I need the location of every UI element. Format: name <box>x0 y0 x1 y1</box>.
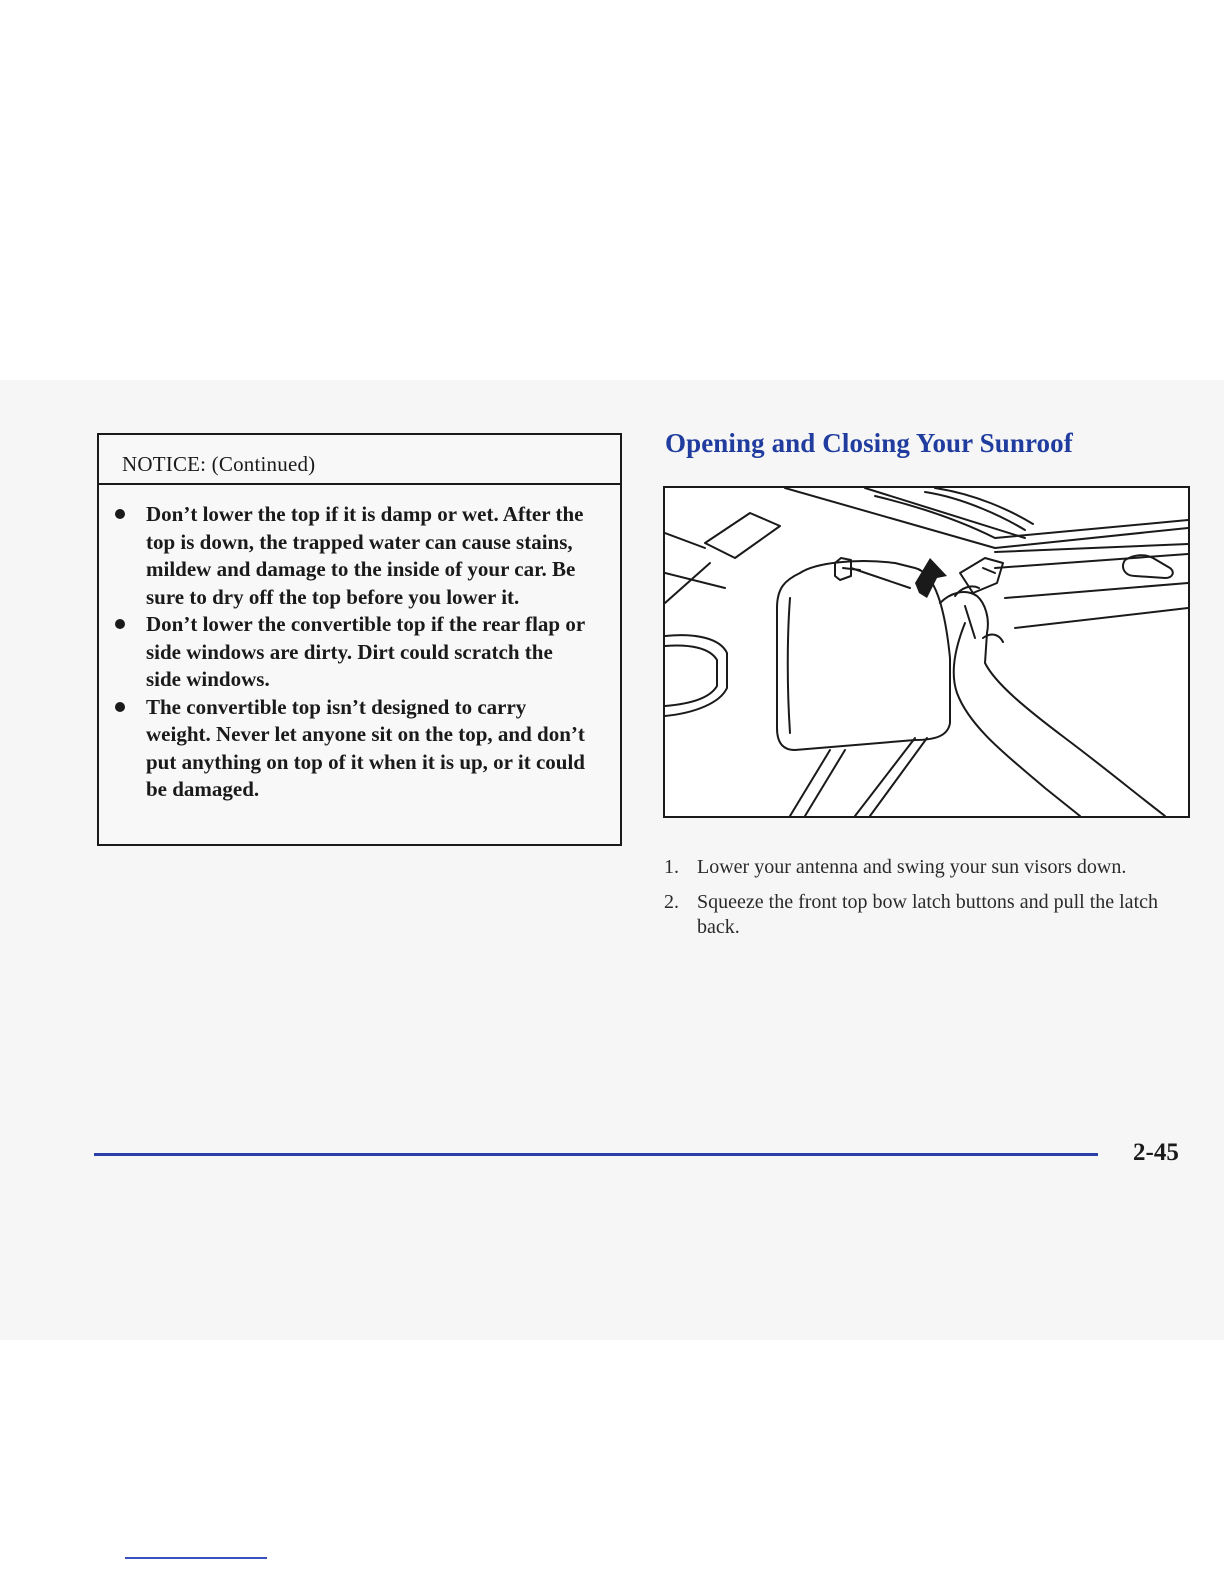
illustration-svg <box>665 488 1188 816</box>
bullet-icon <box>115 509 125 519</box>
page-number: 2-45 <box>1133 1139 1179 1166</box>
notice-header: NOTICE: (Continued) <box>99 435 620 485</box>
notice-item-text: Don’t lower the convertible top if the rear flap or side windows are dirty. Dirt could scratch the side windows. <box>146 612 585 691</box>
notice-box <box>97 433 622 846</box>
step-text: Squeeze the front top bow latch buttons and pull the latch back. <box>697 891 1158 938</box>
step-text: Lower your antenna and swing your sun visors down. <box>697 856 1127 878</box>
bottom-link-rule <box>125 1557 267 1559</box>
step-number: 1. <box>664 856 679 878</box>
step-number: 2. <box>664 891 679 913</box>
footer-rule <box>94 1153 1098 1156</box>
sunroof-latch-illustration <box>663 486 1190 818</box>
notice-item <box>99 611 620 694</box>
notice-item-text: The convertible top isn’t designed to carry weight. Never let anyone sit on the top, and don’t put anything on top of it when it is up, or it could be damaged. <box>146 694 585 801</box>
notice-item <box>99 501 620 611</box>
step-item <box>664 890 1184 940</box>
step-item <box>664 855 1184 880</box>
bullet-icon <box>115 702 125 712</box>
instruction-steps <box>664 855 1184 950</box>
notice-list <box>99 485 620 804</box>
notice-item-text: Don’t lower the top if it is damp or wet. After the top is down, the trapped water can cause stains, mildew and damage to the inside of your car. Be sure to dry off the top before you lower it. <box>146 502 584 609</box>
bullet-icon <box>115 619 125 629</box>
notice-item <box>99 694 620 804</box>
section-title: Opening and Closing Your Sunroof <box>665 428 1073 458</box>
